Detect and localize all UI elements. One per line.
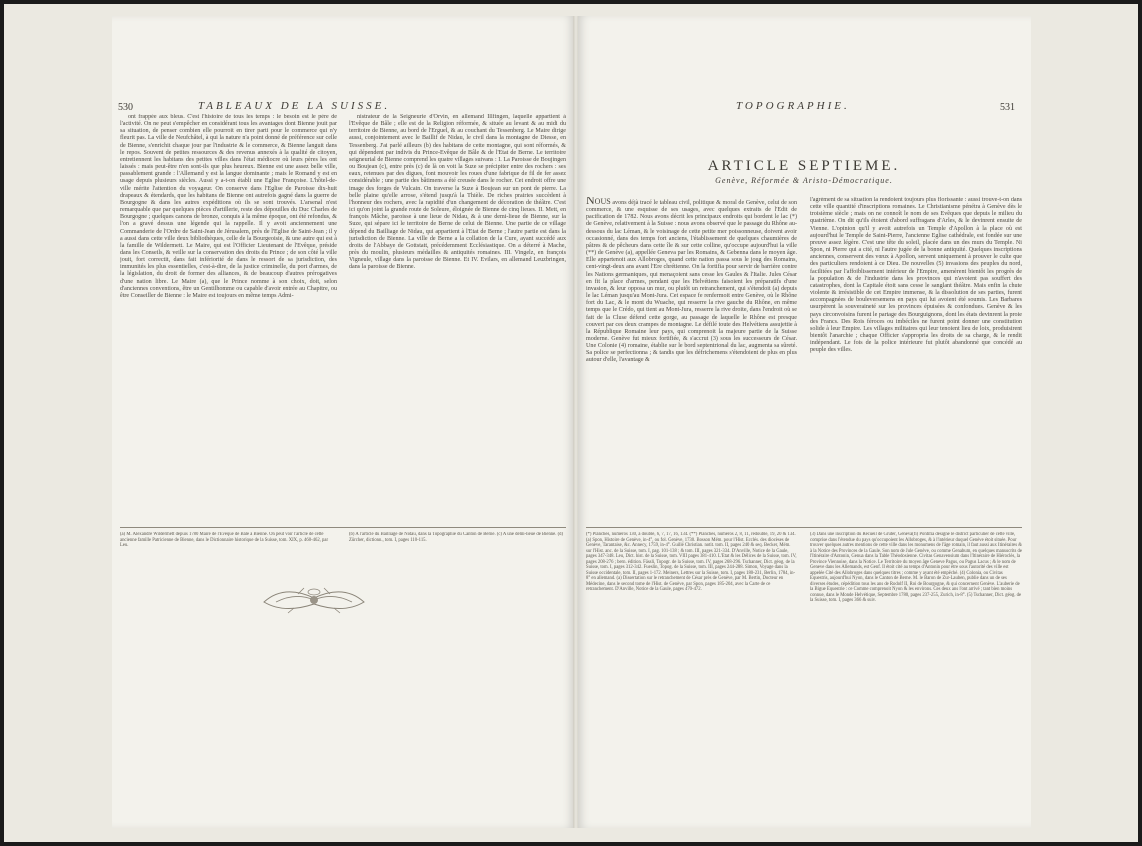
- left-footnote-rule: [120, 527, 566, 528]
- left-footnotes-1: [120, 532, 337, 572]
- left-footnotes-2: [349, 532, 566, 572]
- left-col1-text: ont frappée aux bleus. C'est l'histoire de tous les temps : le besoin est le père de l'activité. On ne peut s'empêcher en considérant tous les avantages dont Bienne jouit par sa situation, de penser combien elle pourroit en tirer parti pour le commerce qui n'y fleurit pas. La ville de Neufchâtel, à qui la nature n'a point donné de préférence sur celle de Bienne, s'enrichit chaque jour par l'industrie & le commerce, & Bienne languit dans le repos. Souvent de petites ressources & des revenus annexés à la qualité de citoyen, entretiennent les habitans des petites villes dans l'état médiocre où leurs pères les ont laissés : mais peut-être n'en sont-ils que plus heureux. Bienne est une assez belle ville, passablement grande : l'Allemand y est la langue dominante ; mais le Romand y est en usage depuis plusieurs siècles. Aussi y a-t-on établi une Eglise Françoise. L'hôtel-de-ville mérite l'attention du voyageur. On conserve dans l'Eglise de Paroisse dix-huit drapeaux & étendards, que les habitans de Bienne ont autrefois gagné dans la guerre de Bourgogne & dans les autres expéditions où ils se sont trouvés. L'arsenal n'est remarquable que par quelques pièces d'artillerie, reste des dépouilles du Duc Charles de Bourgogne ; quelques canons de bronze, conquis à la même époque, ont été refondus, & l'on a gravé dessus une légende qui la rappelle. Il y avoit anciennement une Commanderie de l'Ordre de Saint-Jean de Jérusalem, près de l'Eglise de Saint-Jean ; il y a aussi dans cette ville deux bibliothèques, celle de la Bourgeoisie, & une autre qui est à la famille de Wildermett. Le Maire, qui est l'Officier Lieutenant de l'Evêque, préside dans les Conseils, & veille sur la conservation des droits du Prince ; de son côté la ville jouit, fort correctit, dans fait infériorité de dans le ressort de sa jurisdiction, des immunités les plus essentielles, c'est-à-dire, de la justice criminelle, du port d'armes, de la législation, du droit de former des alliances, & de beaucoup d'autres prérogatives d'une nation libre. Le Maire (a), que le Prince nomme à son choix, doit, selon d'anciennes conventions, être un Gentilhomme ou capable d'avoir entrée au Chapitre, ou être Conseiller de Bienne : le Maire est toujours en même temps Admi-: [120, 114, 337, 299]
- right-footnote-2-text: (3) Dans une inscription du Recueil de Gruter, Geneva(fi) Pontifia désigne le district particulier de cette ville, comprise dans l'étendue du pays qu'occupoient les Allobroges, & à l'intérieur duquel Genève étoit située. Pour trouver quelques autres mentions de cette ville dans les monumens de l'âge romain, il faut aussi aux Itinéraires & à la Notice des Provinces de la Gaule. Son nom de Jule Genève, ou comme Genabum, en quelques manuscrits de l'Itinéraire d'Antonin, Genua dans la Table Théodosienne. Civitas Genavensium dans l'Itinéraire de Hiéroclès, la Province Viennoise, dans la Notice. Le Territoire du moyen âge Geneve Pagus, ou Pagus Lacus ; & le nom de Geneve dans les Allemands, est Genf. Il étoit cité au temps d'Antonin pour être sous l'autorité des ville est appelée Cité des Allobroges dans quelques titres ; comme y ayant été empêché. (4) Colonia, ou Civitas Equestris, aujourd'hui Nyon, dans le Canton de Berne. M. le Baron de Zur-Lauben, publie dans un de ses diverses études, cépédition tous les ans de Rodolf II, Roi de Bourgogne, & qui concernent Genève. L'auberie de la Bigue Equestrie : ce Comme comprenoit Nyon & les environs. Ces deux ans l'ont arrivé ; tant bien moins connue, dans le Monde Helvétique, Septembre 1780, pages 237-255, Zurich, in-8°. (5) Tschanner, Dict. géog. de la Suisse, tom. I, pages 366 & suiv.: [810, 532, 1022, 603]
- right-page: [578, 16, 1031, 828]
- right-column-2: [810, 197, 1022, 520]
- left-running-head-text: TABLEAUX DE LA SUISSE.: [198, 100, 391, 112]
- article-subtitle: Genève, Réformée & Aristo-Démocratique.: [715, 176, 893, 185]
- right-col1-text: avons déjà tracé le tableau civil, politique & moral de Genève, celui de son commerce, & une esquisse de ses usages, avec quelques extraits de l'Edit de pacification de 1782. Nous avons décrit les principaux endroits qui bordent le lac (*) de Genève, relativement à la Suisse : nous avons observé que le passage du Rhône au-dessous du lac Léman, & le voisinage de cette petite mer poissonneuse, doivent avoir occasionné, dans des temps fort anciens, l'établissement de quelques chaumières de pâtres & de pêcheurs dans cette île & sur cette colline, qu'occupe aujourd'hui la ville (**) de Genève (a), appellée Geneva par les Romains, & Gebenna dans le moyen âge. Elle appartenoit aux Allobroges, quand cette nation passa sous le joug des Romains, cent-vingt-deux ans avant l'Ere chrétienne. On la fortifia pour servir de barrière contre les Nations germaniques, qui menaçoient sans cesse les Gaules & l'Italie. Jules César en fit la place d'armes, pendant que les Helvétiens faisoient les préparatifs d'une invasion, & leur opposa un mur, ou plutôt un retranchement, qui s'étendoit (a) depuis le lac Léman jusqu'au Mont-Jura. Cet espace fe renfermoit entre Genève, où le Rhône fort du Lac, & le mont du Wuache, qui resserre la rive gauche du Rhône, en même temps que le Crédo, qui tient au Mont-Jura, resserre la rive droite, dans l'endroit où se fait de la Cluse défend cette gorge, au passage de laquelle le Rhône est presque couvert par ces deux crampes de montagne. Le défilé toute des Helvétiens assujettie à la République Romaine leur pays, qui comprenoit la majeure partie de la Suisse moderne. Genève fut mieux fortifiée, & s'accrut (3) sous les successeurs de César. Une Colonie (4) romaine, établie sur le bord septentrional du lac, augmenta sa sûreté. Sa police se perfectionna ; & tandis que les défrichemens s'étendoient de plus en plus autour d'elle, l'avantage &: [586, 200, 797, 364]
- right-column-1: [586, 197, 797, 520]
- right-footnote-1-text: (*) Planches, numéros 130, à double, 6, 7, 17, 16, 134. (**) Planches, numéros 2, 8, 11, redouble, 19, 20 & 134. (a) Spon, Histoire de Genève, in-4°, ou fol. Genève, 1730. Bosson Mém. pour l'Hist. Ecclés. des diocèses de Genève, Tarantaise, &c. Annecy, 1759, in-4°. Guillé Christian. notit. tom. II, pages 240 & seq. Becker, Mém. sur l'Hist. anc. de la Suisse, tom. I, pag. 101-138 ; & tom. III, pages 321-334. D'Anville, Notice de la Gaule, pages 347-348. Leu, Dict. hist. de la Suisse, tom. VIII pages 381-410. L'Etat & les Délices de la Suisse, tom. IV, pages 208-276 ; bern. édition. Fässli, Topogr. de la Suisse, tom. IV, pages 268-296. Tschanner, Dict. géog. de la Suisse, tom. I, pages 312-342. Fueslin, Topog. de la Suisse, tom. III, pages 244-288. Simon, Voyage dans la Suisse occidentale, tom. II, pages 1-172. Meiners, Lettres sur la Suisse, tom. I, pages 180-231, Berlin, 1784, in-8° en allemand. (a) Dissertation sur le retranchement de César près de Genève, par M. Bertin, Docteur en Médecine, dans le second tome de l'Hist. de Genève, par Spon, pages 185-204, avec la Carte de ce retranchement. D'Anville, Notice de la Gaule, pages 470-472.: [586, 532, 797, 592]
- right-footnotes-2: [810, 532, 1022, 738]
- right-running-head-text: TOPOGRAPHIE.: [736, 100, 850, 112]
- left-column-1: [120, 114, 337, 519]
- right-footnote-rule: [586, 527, 1022, 528]
- drop-cap-word: Nous: [586, 197, 611, 207]
- left-page: [112, 16, 574, 828]
- left-footnote-1-text: (a) M. Alexandre Wildermett depuis 1780 Maire de l'Evêque de Bâle à Bienne. On peut voir l'article de cette ancienne famille Patricienne de Bienne, dans le Dictionnaire historique de la Suisse, tom. XIX, p. 460-462, par Leu.: [120, 532, 329, 548]
- left-page-number: 530: [118, 102, 133, 113]
- tailpiece-ornament: [254, 578, 374, 620]
- left-footnote-2-text: (b) A l'article du Bailliage de Nidau, dans la Topographie du Canton de Berne. (c) A une demi-lieue de Bienne. (d) Zürcher, dictionn., tom. I, pages 110-115.: [349, 532, 564, 543]
- article-title: ARTICLE SEPTIEME.: [707, 158, 901, 174]
- right-footnotes-1: [586, 532, 797, 738]
- left-col2-text: nistrateur de la Seigneurie d'Orvin, en allemand Illfingen, laquelle appartient à l'Evêque de Bâle ; elle est de la Religion réformée, & située au levant & au midi du territoire de Bienne, au bord de l'Erguel, & au couchant du Tessenberg. Le Maire dirige aussi, conjointement avec le Baillif de Nidau, le civil dans la montagne de Diesse, en Tessenberg. J'ai parlé ailleurs (b) des habitans de cette montagne, qui sont réformés, & qui dépendent par indivis du Prince-Evêque de Bâle & de l'Etat de Berne. Le territoire seigneurial de Bienne comprend les quatre villages suivans : I. La Paroisse de Boujingen ou Boujean (c), entre près (c) de là on voit la Suze se précipiter entre des rochers : ses eaux, retenues par des digues, font mouvoir les roues d'une fabrique de fil de fer assez considérable ; une partie des bâtimens a été creusée dans le rocher. Cet endroit offre une image des forges de Vulcain. On traverse la Suze à Boujean sur un pont de pierre. La belle plaine qu'elle arrose, s'étend jusqu'à la Thièle. De riches prairies succèdent à l'honneur des rochers, avec la rapidité d'un changement de décoration de théâtre. C'est ici qu'on joint la grande route de Soleure, éloignée de Bienne de cinq lieues. II. Mett, en françois Mâche, paroisse à une lieue de Nidau, & à une demi-lieue de Bienne, sur la Suze, qui sépare ici le territoire de Berne de celui de Bienne. Une partie de ce village dépend du Bailliage de Nidau, qui appartient à l'Etat de Berne ; l'autre partie est dans la jurisdiction de Bienne. La ville de Berne a la collation de la Cure, ayant succédé aux droits de l'Abbaye de Gottstatt, précédemment Ecclésiastique. On a déterré à Mache, près du moulin, plusieurs médailles & antiquités romaines. III. Vingelz, en françois Vigneule, village dans la paroisse de Bienne. Et IV. Evilars, en allemand Leuzbringen, dans la paroisse de Bienne.: [349, 114, 566, 271]
- left-column-2: [349, 114, 566, 519]
- right-page-number: 531: [1000, 102, 1015, 113]
- right-col2-text: l'agrément de sa situation la rendoient toujours plus florissante : aussi trouve-t-on dans cette ville quantité d'inscriptions romaines. Le Christianisme pénétra à Genève dès le troisième siècle ; mais on ne connoît le nom de ses Evêques que depuis le milieu du quatrième. On dit qu'ils étoient d'abord suffragans d'Arles, & le devinrent ensuite de Vienne. L'opinion qu'il y avoit autrefois un Temple d'Apollon à la place où est aujourd'hui le Temple de Saint-Pierre, l'ancienne Eglise cathédrale, est fondée sur une preuve assez légère. C'est une tête du soleil, placée dans un des murs du Temple. Ni Spon, ni Pierre qui a cité, ni l'autre jugée de la bonne antiquité. Quelques inscriptions anciennes, conservent des vœux à Apollon, servent uniquement à prouver le culte que des particuliers rendoient à ce Dieu. De nouvelles (5) invasions des peuples du nord, facilitées par l'affoiblissement intérieur de l'Empire, amenèrent bientôt les progrès de la population & de l'industrie dans les provinces qui n'avoient pas souffert des catastrophes, dont la Capitale étoit sans cesse le sanglant théâtre. Mais enfin la chute violente & irrésistible de cet Empire immense, & la dissolution de ses parties, furent accompagnées de bouleversemens en pays qui lui avoient été soumis. Les Barbares usurpèrent la souveraineté sur les provinces épuisées & confondues. Genève & les pays circonvoisins furent le partage des Bourguignons, dont les états devinrent la proie des Francs. Des Rois féroces ou imbéciles ne furent point donner une constitution solide à leur Empire. Les villages militaires qui leur tenoient lieu de loix, produisirent bientôt l'anarchie ; chaque Officier s'appropria les droits de sa charge, & le rendit indépendant. Le fois de la police intérieure fut plutôt abandonné que concédé au peuple des villes.: [810, 197, 1022, 354]
